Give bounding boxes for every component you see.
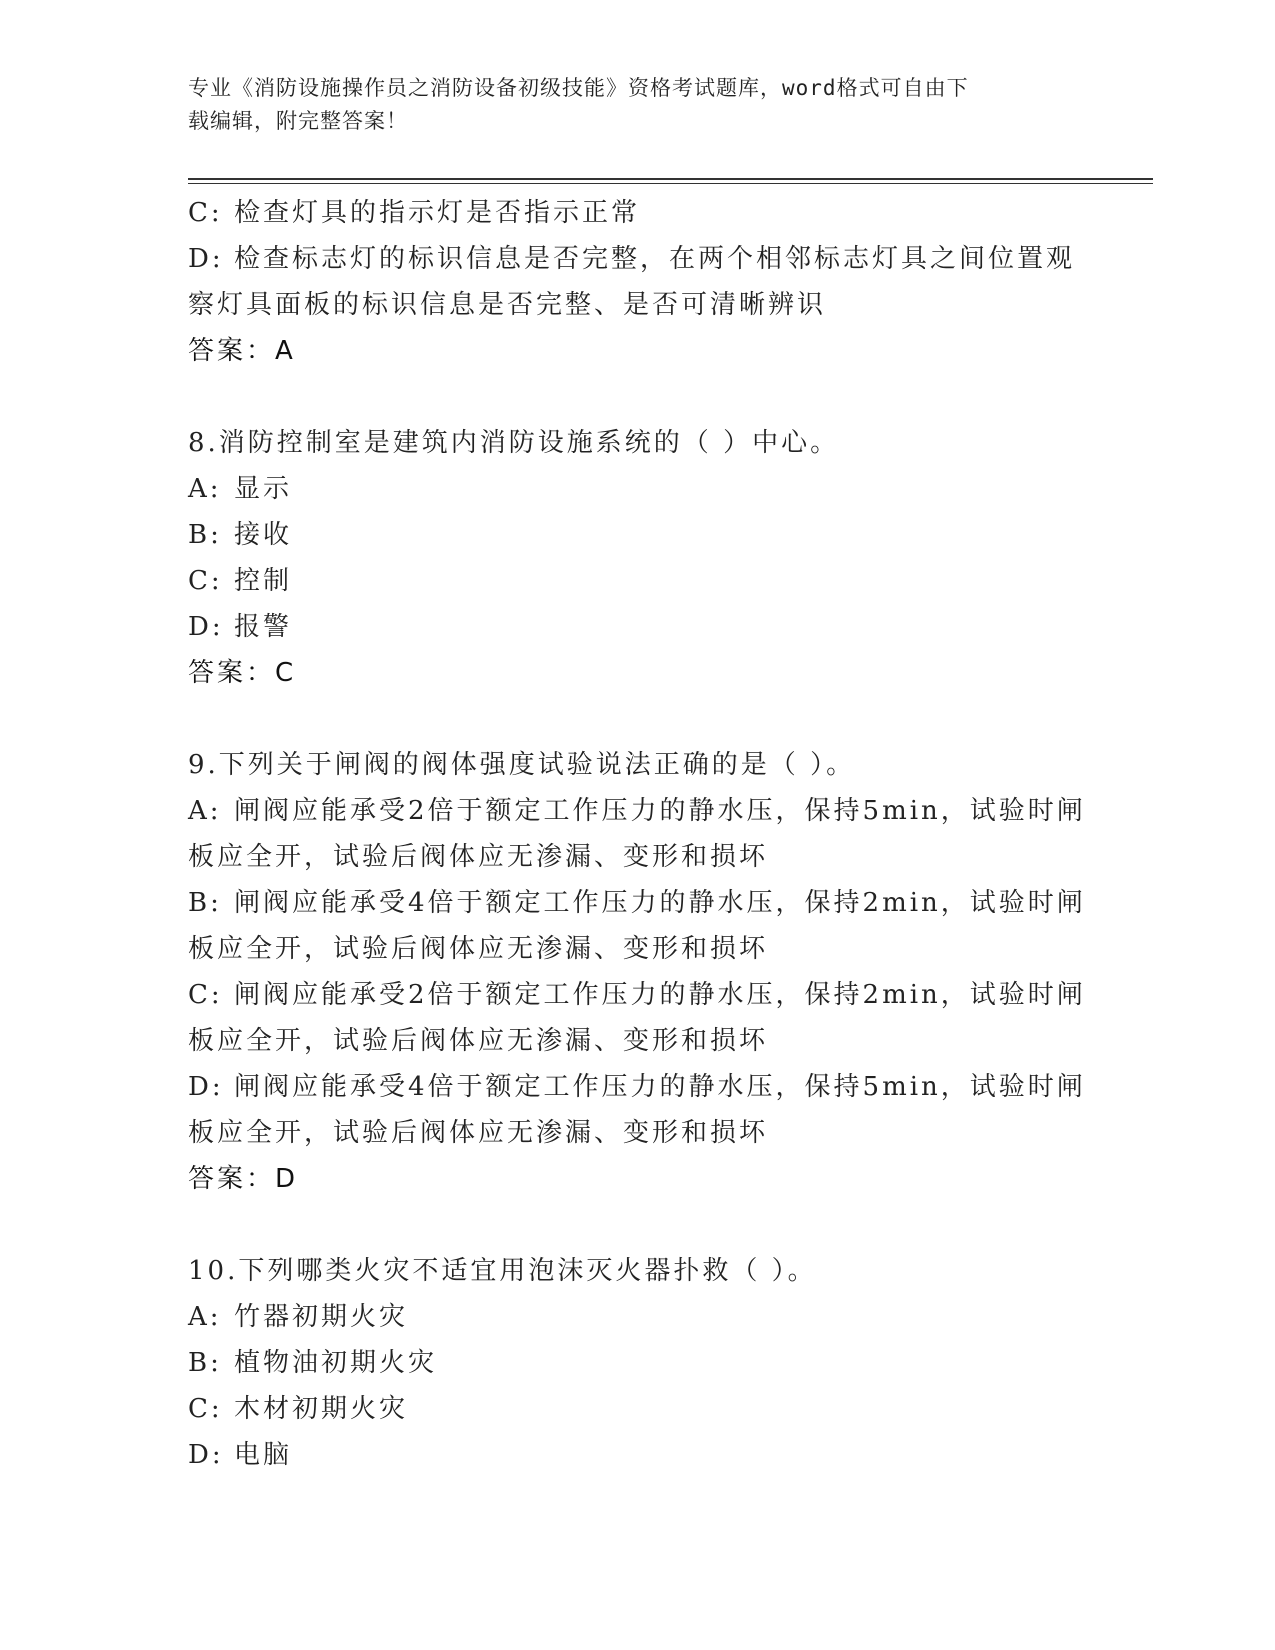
option-d — [188, 1432, 1088, 1478]
option-b-continued: 板应全开，试验后阀体应无渗漏、变形和损坏 — [188, 934, 769, 964]
answer-line: 答案：C — [188, 658, 297, 688]
option-text: 闸阀应能承受4倍于额定工作压力的静水压，保持2min，试验时闸 — [234, 888, 1086, 918]
answer-line: 答案：A — [188, 336, 296, 366]
prev-question-block — [188, 190, 1088, 374]
option-d — [188, 236, 1088, 282]
option-text: 闸阀应能承受2倍于额定工作压力的静水压，保持2min，试验时闸 — [234, 980, 1086, 1010]
option-b — [188, 880, 1088, 926]
answer-line: 答案：D — [188, 1164, 299, 1194]
option-d — [188, 1064, 1088, 1110]
option-d-continued: 板应全开，试验后阀体应无渗漏、变形和损坏 — [188, 1118, 769, 1148]
question-stem: 8.消防控制室是建筑内消防设施系统的（ ）中心。 — [188, 428, 840, 458]
spacer — [188, 374, 1088, 420]
option-text: 闸阀应能承受2倍于额定工作压力的静水压，保持5min，试验时闸 — [234, 796, 1086, 826]
question-content — [188, 190, 1088, 1478]
option-c — [188, 1386, 1088, 1432]
option-prefix: C: — [188, 980, 223, 1010]
option-prefix: C: — [188, 566, 223, 596]
option-prefix: B: — [188, 1348, 222, 1378]
option-text: 竹器初期火灾 — [234, 1302, 409, 1332]
question-stem: 10.下列哪类火灾不适宜用泡沫灭火器扑救（ ）。 — [188, 1256, 817, 1286]
option-a — [188, 466, 1088, 512]
question-10 — [188, 1248, 1088, 1478]
option-prefix: C: — [188, 1394, 223, 1424]
option-b — [188, 1340, 1088, 1386]
spacer — [188, 1202, 1088, 1248]
option-text: 检查灯具的指示灯是否指示正常 — [234, 198, 641, 228]
option-c — [188, 190, 1088, 236]
option-text: 闸阀应能承受4倍于额定工作压力的静水压，保持5min，试验时闸 — [234, 1072, 1086, 1102]
option-b — [188, 512, 1088, 558]
option-text: 显示 — [234, 474, 293, 504]
question-8 — [188, 420, 1088, 696]
option-prefix: C: — [188, 198, 223, 228]
option-prefix: D: — [188, 612, 224, 642]
option-a — [188, 1294, 1088, 1340]
option-text: 控制 — [234, 566, 293, 596]
header-divider-thick — [188, 178, 1153, 180]
option-text: 检查标志灯的标识信息是否完整，在两个相邻标志灯具之间位置观 — [234, 244, 1076, 274]
option-prefix: A: — [188, 796, 222, 826]
spacer — [188, 696, 1088, 742]
option-text: 木材初期火灾 — [234, 1394, 409, 1424]
option-prefix: D: — [188, 1072, 224, 1102]
header-line-1: 专业《消防设施操作员之消防设备初级技能》资格考试题库，word格式可自由下 — [188, 76, 969, 100]
document-header — [188, 72, 1088, 138]
question-9 — [188, 742, 1088, 1202]
option-prefix: D: — [188, 1440, 224, 1470]
header-line-2: 载编辑，附完整答案！ — [188, 109, 408, 133]
header-divider-thin — [188, 183, 1153, 184]
option-a-continued: 板应全开，试验后阀体应无渗漏、变形和损坏 — [188, 842, 769, 872]
option-text: 报警 — [234, 612, 293, 642]
option-c — [188, 972, 1088, 1018]
option-d-continued: 察灯具面板的标识信息是否完整、是否可清晰辨识 — [188, 290, 827, 320]
option-text: 植物油初期火灾 — [234, 1348, 438, 1378]
option-text: 电脑 — [234, 1440, 293, 1470]
option-prefix: A: — [188, 474, 222, 504]
option-c — [188, 558, 1088, 604]
option-d — [188, 604, 1088, 650]
option-prefix: D: — [188, 244, 224, 274]
option-prefix: B: — [188, 888, 222, 918]
question-stem: 9.下列关于闸阀的阀体强度试验说法正确的是（ ）。 — [188, 750, 856, 780]
option-prefix: A: — [188, 1302, 222, 1332]
option-text: 接收 — [234, 520, 293, 550]
option-c-continued: 板应全开，试验后阀体应无渗漏、变形和损坏 — [188, 1026, 769, 1056]
option-a — [188, 788, 1088, 834]
option-prefix: B: — [188, 520, 222, 550]
